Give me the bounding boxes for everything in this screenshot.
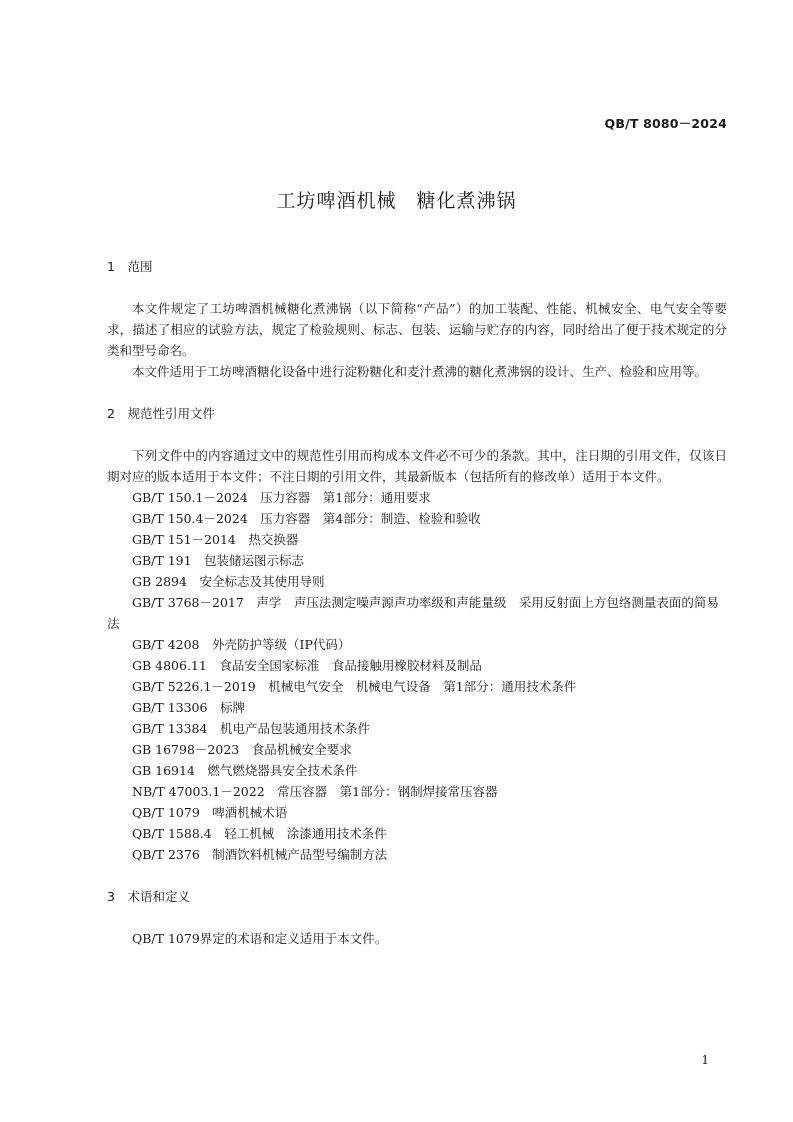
reference-item: GB/T 4208 外壳防护等级（IP代码） [132, 637, 351, 652]
reference-item: QB/T 1079 啤酒机械术语 [132, 805, 288, 820]
reference-item: GB 4806.11 食品安全国家标准 食品接触用橡胶材料及制品 [132, 658, 482, 673]
section-2-intro: 下列文件中的内容通过文中的规范性引用而构成本文件必不可少的条款。其中，注日期的引用文件，仅该日期对应的版本适用于本文件；不注日期的引用文件，其最新版本（包括所有的修改单）适用于本文件。 [107, 448, 727, 484]
reference-item: GB 2894 安全标志及其使用导则 [132, 574, 325, 589]
document-title: 工坊啤酒机械 糖化煮沸锅 [276, 190, 517, 212]
document-body [107, 256, 727, 949]
section-1-paragraph: 本文件规定了工坊啤酒机械糖化煮沸锅（以下简称“产品”）的加工装配、性能、机械安全、电气安全等要求，描述了相应的试验方法，规定了检验规则、标志、包装、运输与贮存的内容，同时给出了便于技术规定的分类和型号命名。 [107, 301, 727, 358]
reference-item: GB/T 13384 机电产品包装通用技术条件 [132, 721, 370, 736]
section-2-heading: 2 规范性引用文件 [107, 406, 215, 421]
section-3-paragraph: QB/T 1079界定的术语和定义适用于本文件。 [132, 931, 388, 946]
reference-item: GB/T 191 包装储运图示标志 [132, 553, 305, 568]
reference-item: NB/T 47003.1－2022 常压容器 第1部分：钢制焊接常压容器 [132, 784, 498, 799]
reference-item: GB/T 151－2014 热交换器 [132, 532, 299, 547]
section-1-heading: 1 范围 [107, 259, 153, 274]
reference-item: GB/T 150.4－2024 压力容器 第4部分：制造、检验和验收 [132, 511, 481, 526]
reference-item: GB 16914 燃气燃烧器具安全技术条件 [132, 763, 358, 778]
reference-item: GB/T 3768－2017 声学 声压法测定噪声源声功率级和声能量级 采用反射面上方包络测量表面的简易法 [107, 595, 719, 631]
reference-list [107, 487, 727, 865]
reference-item: GB/T 13306 标牌 [132, 700, 245, 715]
section-1-paragraph: 本文件适用于工坊啤酒糖化设备中进行淀粉糖化和麦汁煮沸的糖化煮沸锅的设计、生产、检验和应用等。 [132, 364, 708, 379]
reference-item: GB/T 5226.1－2019 机械电气安全 机械电气设备 第1部分：通用技术条件 [132, 679, 577, 694]
reference-item: QB/T 2376 制酒饮料机械产品型号编制方法 [132, 847, 388, 862]
reference-item: QB/T 1588.4 轻工机械 涂漆通用技术条件 [132, 826, 387, 841]
reference-item: GB 16798－2023 食品机械安全要求 [132, 742, 352, 757]
reference-item: GB/T 150.1－2024 压力容器 第1部分：通用要求 [132, 490, 431, 505]
section-3-heading: 3 术语和定义 [107, 889, 190, 904]
page-number: 1 [701, 1053, 709, 1067]
standard-code: QB/T 8080－2024 [604, 116, 727, 131]
